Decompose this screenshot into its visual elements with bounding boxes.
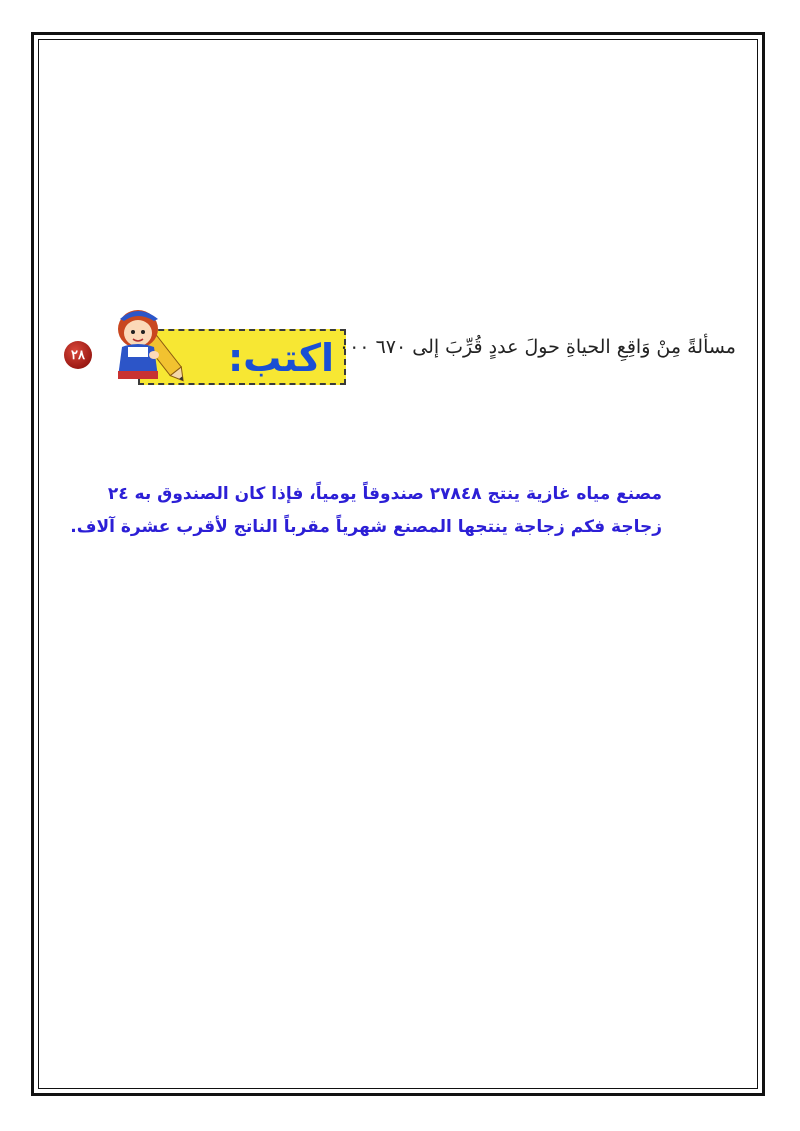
page-border (31, 32, 765, 1096)
question-number-badge (64, 341, 92, 369)
question-number: ٢٨ (71, 347, 85, 363)
question-task: مسألةً مِنْ وَاقِعِ الحياةِ حولَ عددٍ قُرِّبَ إلى ٦٧٠ ٠٠٠ (338, 336, 736, 358)
page-border-inner (38, 39, 758, 1089)
problem-line-1: مصنع مياه غازية ينتج ٢٧٨٤٨ صندوقاً يومياً، فإذا كان الصندوق به ٢٤ (107, 484, 662, 504)
write-label-text: اكتب: (227, 336, 334, 380)
girl-with-pencil-icon (100, 303, 198, 385)
problem-statement (70, 478, 662, 544)
problem-line-2: زجاجة فكم زجاجة ينتجها المصنع شهرياً مقرباً الناتج لأقرب عشرة آلاف. (70, 517, 662, 537)
